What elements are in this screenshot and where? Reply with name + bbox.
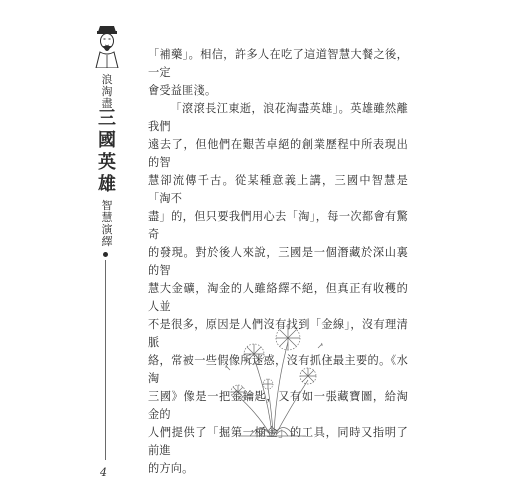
book-title-vertical-2 xyxy=(92,154,122,198)
sidebar-title-column xyxy=(92,22,122,470)
subtitle-vertical xyxy=(92,200,122,248)
series-title-char: 浪 xyxy=(101,73,113,86)
text-line: 三國》像是一把金鑰匙，又有如一張藏寶圖，給淘金的 xyxy=(148,390,408,421)
text-line: 會受益匪淺。 xyxy=(148,84,217,97)
text-line: 絡，常被一些假像所迷惑，沒有抓住最主要的。《水淘 xyxy=(148,354,408,385)
text-line: 「滾滾長江東逝，浪花淘盡英雄」。英雄雖然離我們 xyxy=(148,102,408,133)
dandelion-illustration xyxy=(210,318,340,438)
subtitle-char: 慧 xyxy=(101,211,113,224)
text-line: 慧卻流傳千古。從某種意義上講，三國中智慧是「淘不 xyxy=(148,174,408,205)
paragraph xyxy=(148,46,408,100)
divider-dot xyxy=(103,252,108,257)
text-line: 「補藥」。相信，許多人在吃了這道智慧大餐之後，一定 xyxy=(148,48,408,79)
text-line: 的發現。對於後人來說，三國是一個潛藏於深山裏的智 xyxy=(148,246,408,277)
series-title-char: 淘 xyxy=(101,85,113,98)
text-line: 人們提供了「掘第一桶金」的工具，同時又指明了前進 xyxy=(148,426,408,457)
series-title-char: 盡 xyxy=(101,97,113,110)
text-line: 盡」的，但只要我們用心去「淘」，每一次都會有驚奇 xyxy=(148,210,408,241)
subtitle-char: 繹 xyxy=(101,235,113,248)
page-number: 4 xyxy=(100,466,107,479)
text-line: 的方向。 xyxy=(148,462,194,475)
text-line: 慧大金礦，淘金的人雖絡繹不絕，但真正有收穫的人並 xyxy=(148,282,408,313)
portrait-illustration xyxy=(92,22,122,68)
divider-line xyxy=(105,260,106,460)
book-title-char: 三 xyxy=(98,108,116,129)
subtitle-char: 智 xyxy=(101,199,113,212)
book-title-vertical xyxy=(92,110,122,154)
book-title-char: 國 xyxy=(98,130,116,151)
subtitle-char: 演 xyxy=(101,223,113,236)
book-title-char: 雄 xyxy=(98,174,116,195)
text-line: 遠去了，但他們在艱苦卓絕的創業歷程中所表現出的智 xyxy=(148,138,408,169)
text-line: 不是很多，原因是人們沒有找到「金線」，沒有理清脈 xyxy=(148,318,408,349)
series-title-vertical xyxy=(92,74,122,110)
book-title-char: 英 xyxy=(98,152,116,173)
